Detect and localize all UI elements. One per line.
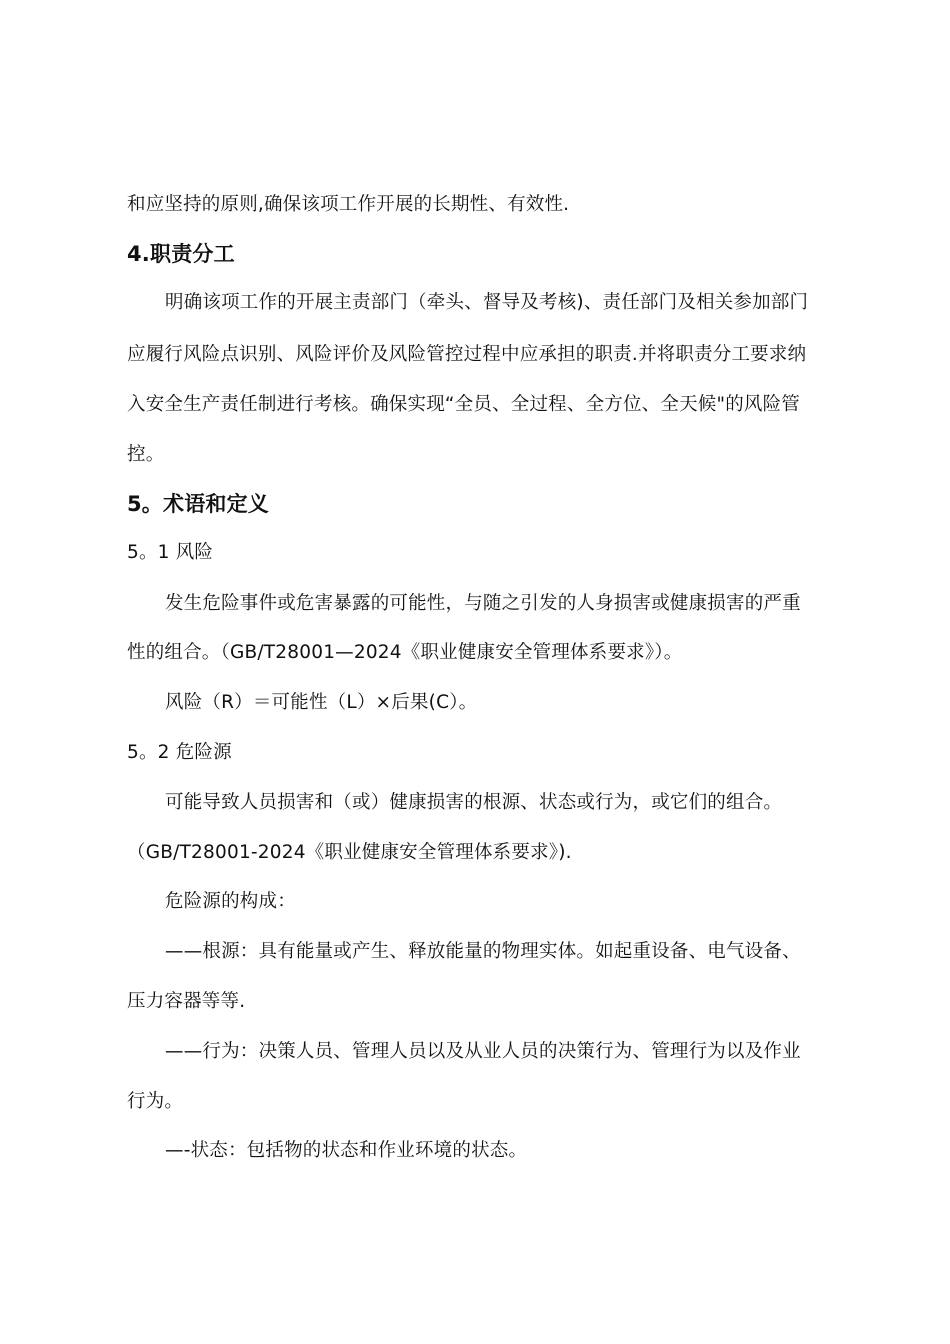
section-heading-4: 4.职责分工 xyxy=(127,242,235,266)
list-item: —-状态：包括物的状态和作业环境的状态。 xyxy=(165,1140,528,1161)
paragraph-line: 应履行风险点识别、风险评价及风险管控过程中应承担的职责.并将职责分工要求纳 xyxy=(127,344,807,365)
list-item: ——行为：决策人员、管理人员以及从业人员的决策行为、管理行为以及作业 xyxy=(165,1041,801,1062)
subsection-heading: 5。2 危险源 xyxy=(127,742,232,763)
paragraph-line: 控。 xyxy=(127,444,165,465)
subsection-heading: 5。1 风险 xyxy=(127,542,214,563)
paragraph-line: （GB/T28001-2024《职业健康安全管理体系要求》). xyxy=(127,842,572,863)
paragraph-line: 和应坚持的原则,确保该项工作开展的长期性、有效性. xyxy=(127,194,570,215)
paragraph-line: 性的组合。（GB/T28001—2024《职业健康安全管理体系要求》）。 xyxy=(127,642,683,663)
paragraph-line: 发生危险事件或危害暴露的可能性，与随之引发的人身损害或健康损害的严重 xyxy=(165,593,801,614)
paragraph-line: 入安全生产责任制进行考核。确保实现“全员、全过程、全方位、全天候"的风险管 xyxy=(127,394,800,415)
paragraph-line: 明确该项工作的开展主责部门（牵头、督导及考核)、责任部门及相关参加部门 xyxy=(165,292,809,313)
paragraph-line: 可能导致人员损害和（或）健康损害的根源、状态或行为，或它们的组合。 xyxy=(165,792,783,813)
paragraph-line: 危险源的构成： xyxy=(165,891,296,912)
paragraph-line: 压力容器等等. xyxy=(127,991,246,1012)
list-item: ——根源：具有能量或产生、释放能量的物理实体。如起重设备、电气设备、 xyxy=(165,941,801,962)
formula-line: 风险（R）＝可能性（L）×后果(C）。 xyxy=(165,692,478,713)
section-heading-5: 5。术语和定义 xyxy=(127,492,270,516)
paragraph-line: 行为。 xyxy=(127,1091,184,1112)
